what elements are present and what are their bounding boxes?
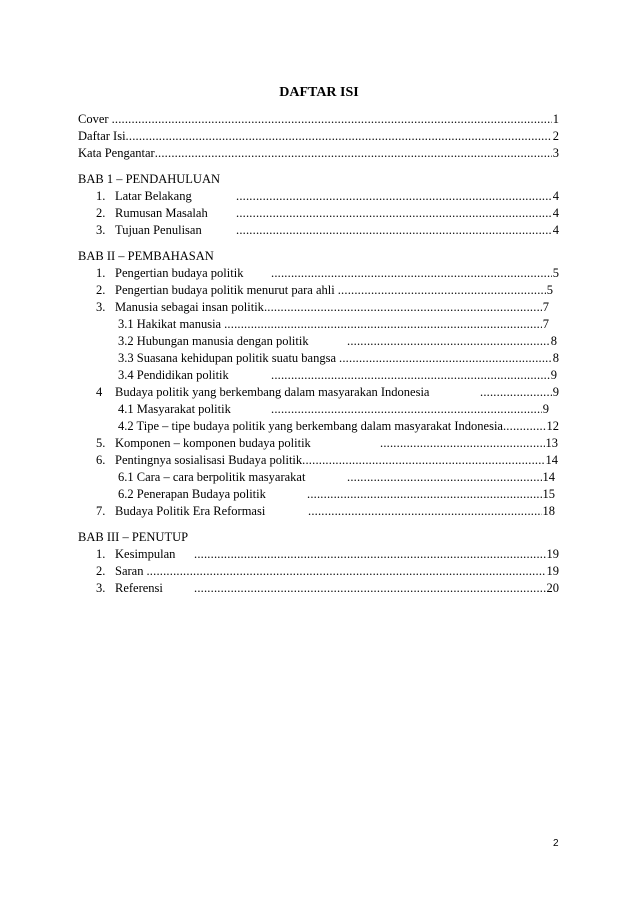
dot-leader	[338, 282, 546, 298]
toc-entry-page: 8	[550, 334, 557, 348]
dot-leader	[194, 580, 546, 596]
toc-entry-daftar-isi[interactable]	[78, 128, 559, 144]
toc-entry-number: 2.	[96, 564, 106, 578]
toc-entry[interactable]	[96, 265, 559, 281]
toc-entry-cover[interactable]	[78, 111, 559, 127]
dot-leader	[503, 418, 546, 434]
dot-leader	[307, 486, 542, 502]
toc-entry-number: 1.	[96, 266, 106, 280]
toc-entry-page: 7	[542, 317, 549, 331]
toc-entry-label: 4.1 Masyarakat politik	[118, 402, 231, 416]
toc-subentry[interactable]	[118, 418, 559, 434]
toc-subentry[interactable]	[118, 486, 555, 502]
toc-entry-page: 4	[552, 206, 559, 220]
dot-leader	[126, 128, 552, 144]
dot-leader	[146, 563, 545, 579]
toc-entry-label: 6.2 Penerapan Budaya politik	[118, 487, 266, 501]
dot-leader	[480, 384, 552, 400]
toc-entry-label: Cover	[78, 112, 109, 126]
toc-entry[interactable]	[96, 188, 559, 204]
dot-leader	[308, 503, 542, 519]
toc-entry-label: 6.1 Cara – cara berpolitik masyarakat	[118, 470, 306, 484]
toc-entry-label: Pentingnya sosialisasi Budaya politik	[115, 453, 303, 467]
toc-entry-label: Kesimpulan	[115, 547, 176, 561]
toc-entry-label: Referensi	[115, 581, 163, 595]
dot-leader	[236, 205, 552, 221]
section-heading-bab2: BAB II – PEMBAHASAN	[78, 249, 214, 263]
toc-entry-page: 8	[552, 351, 559, 365]
dot-leader	[224, 316, 542, 332]
toc-entry-page: 9	[550, 368, 557, 382]
toc-entry-label: 3.4 Pendidikan politik	[118, 368, 229, 382]
toc-entry-label: Saran	[115, 564, 144, 578]
toc-entry[interactable]	[96, 503, 555, 519]
toc-entry-label: Budaya Politik Era Reformasi	[115, 504, 266, 518]
toc-entry-label: 3.2 Hubungan manusia dengan politik	[118, 334, 309, 348]
dot-leader	[112, 111, 552, 127]
toc-entry-page: 5	[552, 266, 559, 280]
toc-subentry[interactable]	[118, 316, 549, 332]
toc-entry-number: 7.	[96, 504, 106, 518]
toc-entry-page: 20	[546, 581, 559, 595]
dot-leader	[271, 401, 542, 417]
toc-entry-label: Rumusan Masalah	[115, 206, 208, 220]
toc-entry-number: 6.	[96, 453, 106, 467]
dot-leader	[264, 299, 542, 315]
toc-subentry[interactable]	[118, 333, 557, 349]
toc-entry-page: 4	[552, 189, 559, 203]
page-number: 2	[553, 838, 559, 849]
toc-entry-page: 1	[552, 112, 559, 126]
toc-entry[interactable]	[96, 580, 559, 596]
toc-subentry[interactable]	[118, 401, 549, 417]
toc-entry-label: Kata Pengantar	[78, 146, 155, 160]
toc-entry-label: 4.2 Tipe – tipe budaya politik yang berkembang dalam masyarakat Indonesia	[118, 419, 503, 433]
toc-entry-label: Komponen – komponen budaya politik	[115, 436, 311, 450]
toc-entry-label: Pengertian budaya politik	[115, 266, 244, 280]
toc-entry[interactable]	[96, 563, 559, 579]
toc-entry-label: Latar Belakang	[115, 189, 192, 203]
toc-subentry[interactable]	[118, 469, 555, 485]
toc-entry-number: 3.	[96, 581, 106, 595]
toc-entry-number: 2.	[96, 283, 106, 297]
dot-leader	[302, 452, 544, 468]
toc-entry-number: 2.	[96, 206, 106, 220]
toc-entry[interactable]	[96, 222, 559, 238]
toc-entry-number: 5.	[96, 436, 106, 450]
toc-entry[interactable]	[96, 452, 558, 468]
toc-entry[interactable]	[96, 282, 553, 298]
toc-entry-page: 9	[542, 402, 549, 416]
toc-entry-page: 12	[546, 419, 559, 433]
section-heading-bab3: BAB III – PENUTUP	[78, 530, 189, 544]
toc-subentry[interactable]	[118, 367, 557, 383]
toc-subentry[interactable]	[118, 350, 559, 366]
dot-leader	[339, 350, 552, 366]
toc-entry-page: 19	[546, 547, 559, 561]
toc-entry-page: 15	[542, 487, 555, 501]
toc-entry-number: 1.	[96, 189, 106, 203]
toc-entry-page: 14	[542, 470, 555, 484]
toc-entry-page: 18	[542, 504, 555, 518]
dot-leader	[347, 469, 542, 485]
toc-entry[interactable]	[96, 299, 549, 315]
dot-leader	[380, 435, 545, 451]
toc-entry[interactable]	[96, 205, 559, 221]
toc-entry-page: 7	[542, 300, 549, 314]
section-heading-bab1: BAB 1 – PENDAHULUAN	[78, 172, 221, 186]
toc-entry-page: 4	[552, 223, 559, 237]
toc-entry-page: 3	[552, 146, 559, 160]
toc-entry[interactable]	[96, 435, 558, 451]
dot-leader	[236, 222, 552, 238]
toc-entry-page: 14	[545, 453, 558, 467]
toc-entry[interactable]	[96, 546, 559, 562]
toc-entry-number: 3.	[96, 300, 106, 314]
dot-leader	[236, 188, 552, 204]
document-title: DAFTAR ISI	[279, 85, 359, 100]
toc-entry-number: 1.	[96, 547, 106, 561]
toc-entry-page: 13	[545, 436, 558, 450]
toc-entry-label: Manusia sebagai insan politik	[115, 300, 264, 314]
toc-entry-page: 2	[552, 129, 559, 143]
toc-entry-label: 3.1 Hakikat manusia	[118, 317, 222, 331]
dot-leader	[271, 265, 552, 281]
toc-entry-page: 19	[546, 564, 559, 578]
toc-entry-number: 3.	[96, 223, 106, 237]
toc-entry-label: Budaya politik yang berkembang dalam masyarakan Indonesia	[115, 385, 430, 399]
toc-entry-label: Pengertian budaya politik menurut para ahli	[115, 283, 335, 297]
dot-leader	[155, 145, 552, 161]
toc-entry-number: 4	[96, 385, 103, 399]
toc-entry-label: Daftar Isi	[78, 129, 126, 143]
dot-leader	[271, 367, 550, 383]
toc-entry-label: 3.3 Suasana kehidupan politik suatu bangsa	[118, 351, 337, 365]
toc-entry-label: Tujuan Penulisan	[115, 223, 202, 237]
dot-leader	[347, 333, 550, 349]
toc-entry[interactable]	[96, 384, 559, 400]
toc-entry-kata-pengantar[interactable]	[78, 145, 559, 161]
dot-leader	[194, 546, 546, 562]
toc-entry-page: 5	[546, 283, 553, 297]
toc-entry-page: 9	[552, 385, 559, 399]
